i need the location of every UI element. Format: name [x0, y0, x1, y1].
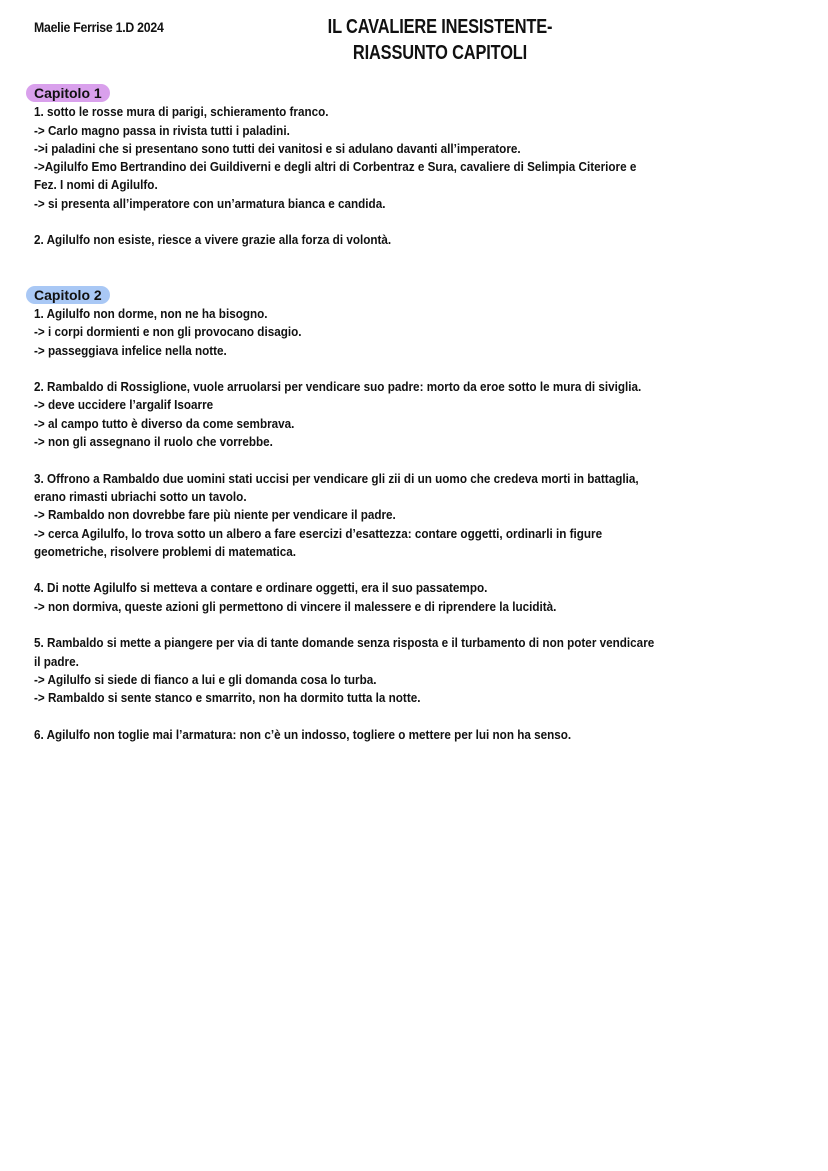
text-line: -> Carlo magno passa in rivista tutti i paladini.: [34, 122, 290, 138]
spacer: [34, 708, 814, 726]
text-line: 1. sotto le rosse mura di parigi, schieramento franco.: [34, 104, 329, 120]
text-line: 2. Rambaldo di Rossiglione, vuole arruolarsi per vendicare suo padre: morto da eroe sotto le mura di siviglia.: [34, 379, 642, 395]
text-line: 3. Offrono a Rambaldo due uomini stati uccisi per vendicare gli zii di un uomo che credeva morti in battaglia,: [34, 470, 639, 486]
spacer: [34, 561, 814, 579]
text-line: ->Agilulfo Emo Bertrandino dei Guildiverni e degli altri di Corbentraz e Sura, cavaliere di Selimpia Citeriore e: [34, 159, 637, 175]
text-line: 6. Agilulfo non toglie mai l’armatura: non c’è un indosso, togliere o mettere per lui non ha senso.: [34, 726, 572, 742]
text-line: -> deve uccidere l’argalif Isoarre: [34, 397, 214, 413]
text-line: -> Rambaldo non dovrebbe fare più niente per vendicare il padre.: [34, 507, 396, 523]
text-line: erano rimasti ubriachi sotto un tavolo.: [34, 488, 247, 504]
text-line: -> cerca Agilulfo, lo trova sotto un albero a fare esercizi d’esattezza: contare oggetti, ordinarli in figure: [34, 525, 603, 541]
text-line: -> Rambaldo si sente stanco e smarrito, non ha dormito tutta la notte.: [34, 690, 421, 706]
chapter-1-label: Capitolo 1: [26, 84, 110, 102]
chapter-1-item-2: [34, 231, 814, 249]
text-line: -> si presenta all’imperatore con un’armatura bianca e candida.: [34, 195, 386, 211]
spacer: [34, 616, 814, 634]
text-line: -> al campo tutto è diverso da come sembrava.: [34, 415, 295, 431]
text-line: 2. Agilulfo non esiste, riesce a vivere grazie alla forza di volontà.: [34, 232, 392, 248]
chapter-2-item-5: [34, 634, 814, 707]
chapter-2-item-1: [34, 305, 814, 360]
document-body: [34, 84, 814, 744]
chapter-1: [34, 84, 814, 250]
chapter-2-item-3: [34, 470, 814, 561]
title-line-1: IL CAVALIERE INESISTENTE-: [327, 16, 553, 38]
chapter-1-item-1: [34, 103, 814, 213]
text-line: -> passeggiava infelice nella notte.: [34, 342, 227, 358]
text-line: -> Agilulfo si siede di fianco a lui e gli domanda cosa lo turba.: [34, 671, 377, 687]
text-line: geometriche, risolvere problemi di matematica.: [34, 543, 297, 559]
text-line: Fez. I nomi di Agilulfo.: [34, 177, 158, 193]
text-line: -> non gli assegnano il ruolo che vorrebbe.: [34, 434, 273, 450]
text-line: il padre.: [34, 653, 79, 669]
text-line: 1. Agilulfo non dorme, non ne ha bisogno.: [34, 305, 268, 321]
text-line: -> i corpi dormienti e non gli provocano disagio.: [34, 324, 302, 340]
spacer: [34, 360, 814, 378]
chapter-2: [34, 286, 814, 744]
document-title: [240, 14, 640, 66]
author-line: Maelie Ferrise 1.D 2024: [34, 19, 164, 35]
text-line: 4. Di notte Agilulfo si metteva a contare e ordinare oggetti, era il suo passatempo.: [34, 580, 488, 596]
text-line: -> non dormiva, queste azioni gli permettono di vincere il malessere e di riprendere la lucidità.: [34, 598, 557, 614]
text-line: ->i paladini che si presentano sono tutti dei vanitosi e si adulano davanti all’imperatore.: [34, 140, 521, 156]
chapter-2-item-6: [34, 726, 814, 744]
spacer: [34, 451, 814, 469]
spacer: [34, 250, 814, 286]
text-line: 5. Rambaldo si mette a piangere per via di tante domande senza risposta e il turbamento di non poter vendicare: [34, 635, 655, 651]
spacer: [34, 213, 814, 231]
chapter-2-label: Capitolo 2: [26, 286, 110, 304]
title-line-2: RIASSUNTO CAPITOLI: [352, 42, 528, 64]
chapter-2-item-2: [34, 378, 814, 451]
chapter-2-item-4: [34, 579, 814, 616]
